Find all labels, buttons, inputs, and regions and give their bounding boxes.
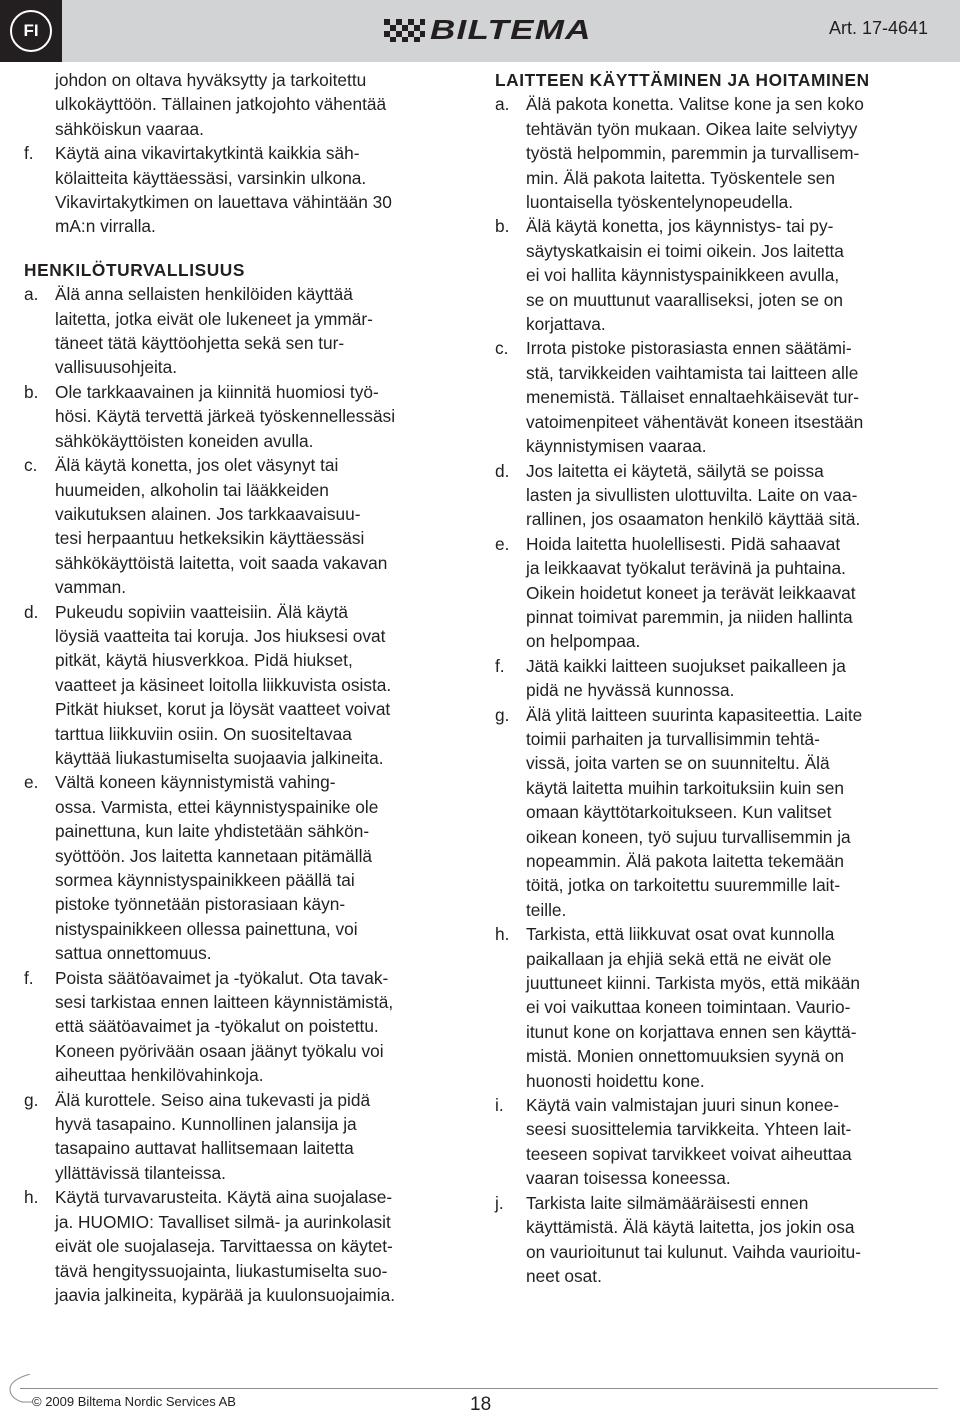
text-line: Ole tarkkaavainen ja kiinnitä huomiosi työ- [55, 381, 379, 402]
text-line: Tarkista laite silmämääräisesti ennen [526, 1192, 809, 1213]
text-line: vallisuusohjeita. [55, 357, 177, 378]
right-column [495, 68, 945, 1288]
text-line: pitkät, käytä hiusverkkoa. Pidä hiukset, [55, 650, 353, 671]
text-line: rallinen, jos osaamaton henkilö käyttää sitä. [526, 509, 861, 530]
list-item [24, 380, 472, 453]
text-line: juuttuneet kiinni. Tarkista myös, että mikään [526, 973, 860, 994]
item-letter: f. [24, 143, 34, 164]
list-item [24, 141, 472, 239]
text-line: se on muuttunut vaaralliseksi, joten se on [526, 289, 844, 310]
brand-logo [382, 14, 592, 46]
text-line: vaikutuksen alainen. Jos tarkkaavaisuu- [55, 503, 361, 524]
list-item [495, 1191, 945, 1289]
text-line: Poista säätöavaimet ja -työkalut. Ota tavak- [55, 967, 389, 988]
list-item [495, 92, 945, 214]
text-line: min. Älä pakota laitetta. Työskentele sen [526, 167, 836, 188]
item-letter: d. [24, 601, 39, 622]
text-line: tesi herpaantuu hetkeksikin käyttäessäsi [55, 528, 365, 549]
text-line: sormea käynnistyspainikkeen päällä tai [55, 870, 355, 890]
text-line: Tarkista, että liikkuvat osat ovat kunnolla [526, 924, 835, 945]
text-line: Käytä aina vikavirtakytkintä kaikkia säh- [55, 143, 360, 164]
item-letter: j. [495, 1192, 504, 1213]
left-column [24, 68, 472, 1307]
text-line: painettuna, kun laite yhdistetään sähkön- [55, 821, 370, 842]
text-line: oikean koneen, työ sujuu turvallisemmin ja [526, 826, 851, 847]
text-line: huonosti hoidettu kone. [526, 1070, 705, 1091]
text-line: vatoimenpiteet vähentävät koneen itsestään [526, 411, 864, 432]
text-line: ja leikkaavat työkalut terävinä ja puhtaina. [526, 558, 846, 579]
text-line: mistä. Monien onnettomuuksien syynä on [526, 1046, 844, 1067]
item-letter: i. [495, 1095, 504, 1116]
text-line: Vikavirtakytkimen on lauettava vähintään 30 [55, 192, 392, 213]
text-line: johdon on oltava hyväksytty ja tarkoitettu [55, 70, 367, 90]
item-letter: c. [495, 338, 509, 359]
text-line: Oikein hoidetut koneet ja terävät leikkaavat [526, 582, 856, 603]
text-line: jaavia jalkineita, kypärää ja kuulonsuojaimia. [55, 1284, 396, 1305]
text-line: korjattava. [526, 314, 606, 335]
text-line: ei voi hallita käynnistyspainikkeen avulla, [526, 265, 840, 286]
text-line: syöttöön. Jos laitetta kannetaan pitämällä [55, 845, 373, 866]
text-line: vaatteet ja käsineet loitolla liikkuvista osista. [55, 674, 392, 695]
text-line: työstä helpommin, paremmin ja turvallisem- [526, 143, 860, 164]
continuation-paragraph [24, 68, 472, 141]
text-line: toimii parhaiten ja turvallisimmin tehtä- [526, 728, 820, 749]
item-letter: h. [24, 1187, 39, 1208]
text-line: Jätä kaikki laitteen suojukset paikalleen ja [526, 655, 846, 676]
text-line: eivät ole suojalaseja. Tarvittaessa on käytet- [55, 1236, 393, 1257]
checkered-flag-icon [382, 17, 426, 43]
text-line: ei voi vaikuttaa koneen toimintaan. Vaurio- [526, 997, 851, 1018]
text-line: on vaurioitunut tai kulunut. Vaihda vaurioitu- [526, 1241, 861, 1262]
item-letter: c. [24, 455, 38, 476]
text-line: huumeiden, alkoholin tai lääkkeiden [55, 479, 329, 500]
text-line: mA:n virralla. [55, 216, 156, 237]
text-line: sesi tarkistaa ennen laitteen käynnistämistä, [55, 992, 394, 1013]
language-code: FI [10, 10, 52, 52]
text-line: omaan käyttötarkoitukseen. Kun valitset [526, 802, 832, 823]
text-line: pinnat toimivat paremmin, ja niiden hallinta [526, 606, 853, 627]
language-badge [0, 0, 62, 62]
item-letter: a. [24, 284, 39, 305]
list-item [24, 600, 472, 771]
list-item [24, 453, 472, 599]
text-line: sähkökäyttöisten koneiden avulla. [55, 430, 314, 451]
list-item [24, 282, 472, 380]
page-number: 18 [470, 1394, 492, 1415]
text-line: Vältä koneen käynnistymistä vahing- [55, 772, 336, 793]
text-line: ulkokäyttöön. Tällainen jatkojohto vähentää [55, 94, 387, 115]
section-heading-personal-safety: HENKILÖTURVALLISUUS [24, 259, 246, 280]
text-line: hyvä tasapaino. Kunnollinen jalansija ja [55, 1114, 357, 1135]
text-line: sähköiskun vaaraa. [55, 118, 204, 139]
list-item [24, 770, 472, 965]
text-line: Irrota pistoke pistorasiasta ennen säätämi- [526, 338, 852, 359]
item-letter: f. [24, 967, 34, 988]
item-letter: b. [495, 216, 510, 237]
item-letter: e. [495, 533, 510, 554]
list-left [24, 282, 472, 1307]
section-heading-use-and-care: LAITTEEN KÄYTTÄMINEN JA HOITAMINEN [495, 70, 870, 90]
text-line: Älä käytä konetta, jos olet väsynyt tai [55, 455, 339, 476]
text-line: vaaran toisessa koneessa. [526, 1168, 731, 1189]
item-letter: e. [24, 772, 39, 793]
copyright-notice: © 2009 Biltema Nordic Services AB [32, 1394, 236, 1409]
text-line: että säätöavaimet ja -työkalut on poistettu. [55, 1016, 379, 1037]
text-line: lasten ja sivullisten ulottuvilta. Laite on vaa- [526, 484, 858, 505]
article-number: Art. 17-4641 [828, 18, 928, 38]
text-line: täneet tätä käyttöohjetta sekä sen tur- [55, 333, 345, 354]
footer-rule [20, 1388, 938, 1389]
list-item [495, 214, 945, 336]
list-item [495, 654, 945, 703]
item-letter: f. [495, 655, 505, 676]
list-item [495, 459, 945, 532]
text-line: hösi. Käytä tervettä järkeä työskennellessäsi [55, 406, 396, 427]
text-line: tehtävän työn mukaan. Oikea laite selviytyy [526, 118, 858, 139]
item-letter: g. [24, 1089, 39, 1110]
text-line: ja. HUOMIO: Tavalliset silmä- ja aurinkolasit [55, 1211, 391, 1232]
text-line: tasapaino auttavat hallitsemaan laitetta [55, 1138, 354, 1159]
list-item [495, 703, 945, 923]
footer-corner-decoration [8, 1374, 34, 1404]
text-line: tävä hengityssuojainta, liukastumiselta suo- [55, 1260, 388, 1281]
text-line: Käytä turvavarusteita. Käytä aina suojalase- [55, 1187, 393, 1208]
text-line: löysiä vaatteita tai koruja. Jos hiuksesi ovat [55, 625, 386, 646]
list-right [495, 92, 945, 1288]
text-line: itunut kone on korjattava ennen sen käyttä- [526, 1021, 857, 1042]
brand-name: BILTEMA [430, 14, 592, 45]
text-line: Pukeudu sopiviin vaatteisiin. Älä käytä [55, 601, 348, 622]
item-letter: h. [495, 924, 510, 945]
text-line: nistyspainikkeen ollessa painettuna, voi [55, 918, 358, 939]
text-line: Älä anna sellaisten henkilöiden käyttää [55, 284, 353, 305]
text-line: nopeammin. Älä pakota laitetta tekemään [526, 851, 844, 871]
text-line: Älä käytä konetta, jos käynnistys- tai py- [526, 216, 834, 237]
text-line: pistoke työnnetään pistorasiaan käyn- [55, 894, 346, 915]
text-line: käyttämistä. Älä käytä laitetta, jos jokin osa [526, 1217, 855, 1238]
item-letter: a. [495, 94, 510, 115]
page-header [0, 0, 960, 62]
text-line: ossa. Varmista, ettei käynnistyspainike ole [55, 796, 379, 817]
text-line: Älä pakota konetta. Valitse kone ja sen koko [526, 94, 864, 115]
list-item [24, 1185, 472, 1307]
text-line: vissä, joita varten se on suunniteltu. Älä [526, 753, 830, 774]
text-line: käyttää liukastumiselta suojaavia jalkineita. [55, 747, 384, 768]
text-line: stä, tarvikkeiden vaihtamista tai laitteen alle [526, 362, 859, 383]
text-line: Käytä vain valmistajan juuri sinun konee- [526, 1095, 840, 1116]
text-line: Älä kurottele. Seiso aina tukevasti ja pidä [55, 1089, 371, 1110]
text-line: luontaisella työskentelynopeudella. [526, 192, 794, 213]
list-item [24, 966, 472, 1088]
item-letter: g. [495, 704, 510, 725]
text-line: teeseen sopivat tarvikkeet voivat aiheuttaa [526, 1143, 852, 1164]
text-line: vamman. [55, 577, 127, 598]
text-line: yllättävissä tilanteissa. [55, 1162, 226, 1183]
text-line: neet osat. [526, 1265, 602, 1286]
list-item [495, 336, 945, 458]
list-item [495, 1093, 945, 1191]
text-line: pidä ne hyvässä kunnossa. [526, 680, 735, 701]
text-line: Hoida laitetta huolellisesti. Pidä sahaavat [526, 533, 841, 554]
text-line: säytyskatkaisin ei toimi oikein. Jos laitetta [526, 240, 844, 261]
text-line: paikallaan ja ehjiä sekä että ne eivät ole [526, 948, 832, 969]
text-line: menemistä. Tällaiset ennaltaehkäisevät tur- [526, 387, 859, 408]
list-item [24, 1088, 472, 1186]
list-item [495, 922, 945, 1093]
text-line: Älä ylitä laitteen suurinta kapasiteettia. Laite [526, 704, 863, 725]
item-letter: d. [495, 460, 510, 481]
text-line: Koneen pyörivään osaan jäänyt työkalu voi [55, 1040, 384, 1061]
text-line: töitä, jotka on tarkoitettu suuremmille lait- [526, 875, 841, 896]
text-line: aiheuttaa henkilövahinkoja. [55, 1065, 264, 1086]
text-line: Jos laitetta ei käytetä, säilytä se poissa [526, 460, 824, 481]
text-line: laitetta, jotka eivät ole lukeneet ja ymmär- [55, 308, 373, 329]
text-line: Pitkät hiukset, korut ja löysät vaatteet voivat [55, 699, 391, 720]
text-line: sattua onnettomuus. [55, 943, 212, 964]
text-line: käynnistymisen vaaraa. [526, 436, 707, 457]
text-line: sähkökäyttöistä laitetta, voit saada vakavan [55, 552, 388, 573]
text-line: on helpompaa. [526, 631, 641, 652]
text-line: käytä laitetta muihin tarkoituksiin kuin sen [526, 777, 844, 798]
list-item [495, 532, 945, 654]
text-line: seesi suosittelemia tarvikkeita. Yhteen lait- [526, 1119, 852, 1140]
text-line: teille. [526, 899, 567, 920]
text-line: kölaitteita käyttäessäsi, varsinkin ulkona. [55, 167, 367, 188]
item-letter: b. [24, 381, 39, 402]
text-line: tarttua liikkuviin osiin. On suositeltavaa [55, 723, 352, 744]
